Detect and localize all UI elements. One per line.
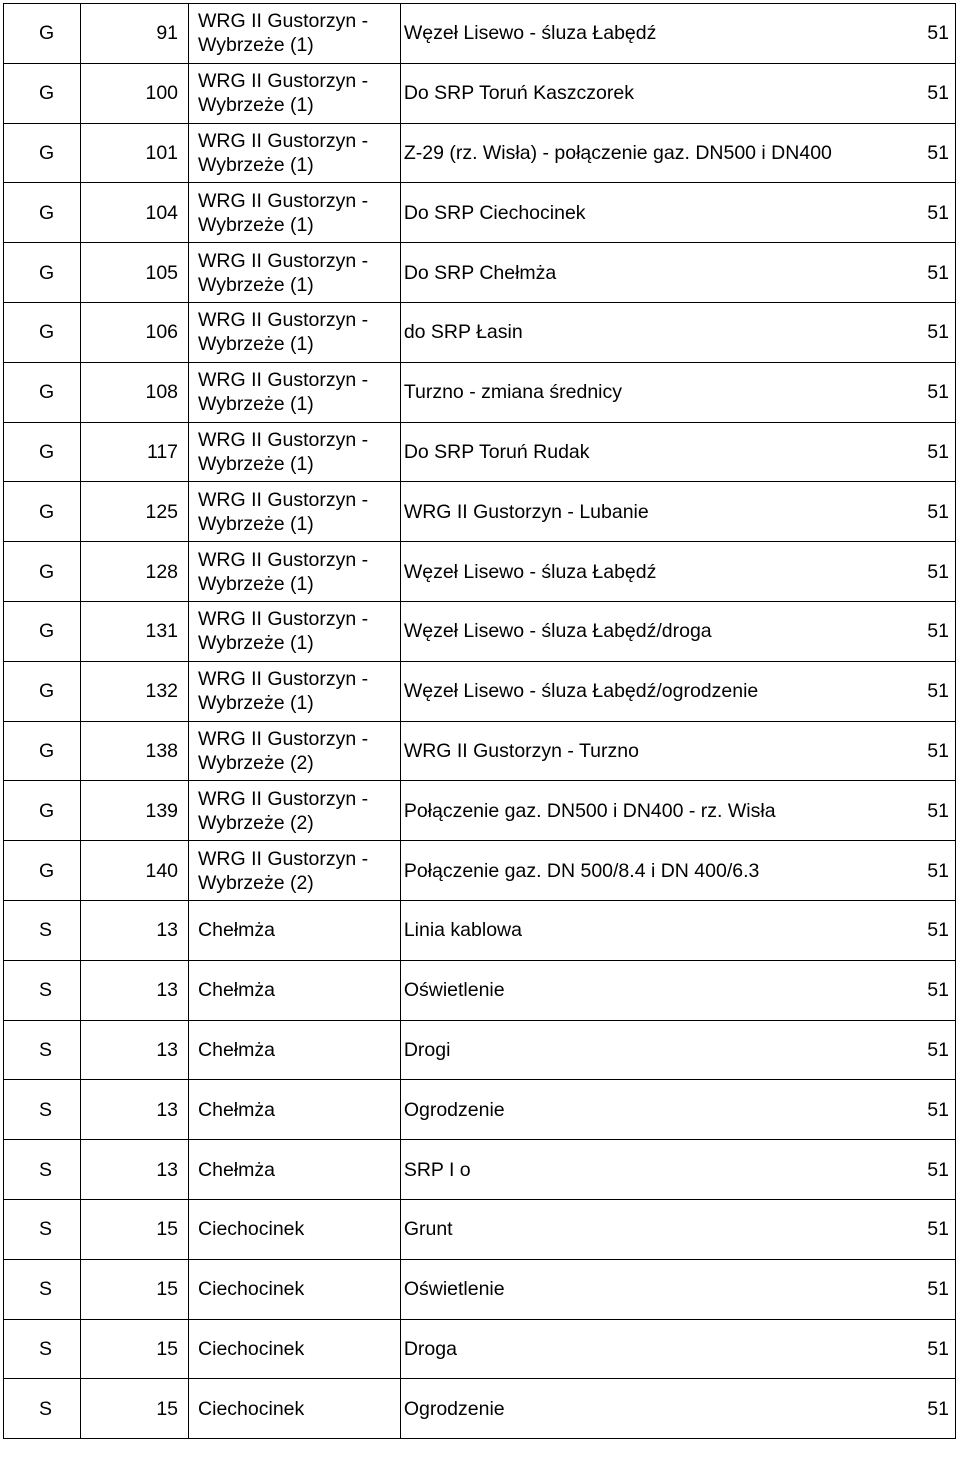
row-code: 51: [927, 1158, 949, 1181]
row-description-cell: [400, 123, 955, 183]
row-number-cell: 106: [81, 302, 189, 362]
row-code: 51: [927, 82, 949, 105]
row-area-cell: WRG II Gustorzyn - Wybrzeże (1): [189, 243, 401, 303]
row-code: 51: [927, 1038, 949, 1061]
description-wrapper: [404, 500, 949, 524]
description-text: Węzeł Lisewo - śluza Łabędź/ogrodzenie: [403, 680, 759, 703]
row-number-cell: 15: [81, 1379, 189, 1439]
row-type-cell: S: [4, 1379, 81, 1439]
description-text: Drogi: [403, 1038, 451, 1061]
table-row: [4, 661, 956, 721]
description-text: Z-29 (rz. Wisła) - połączenie gaz. DN500 i DN400: [403, 141, 832, 164]
row-description-cell: [400, 601, 955, 661]
row-description-cell: [400, 362, 955, 422]
description-wrapper: [404, 918, 949, 942]
row-description-cell: [400, 1080, 955, 1140]
row-description-cell: [400, 661, 955, 721]
row-code: 51: [927, 22, 949, 45]
description-wrapper: [404, 1098, 949, 1122]
table-body: [4, 4, 956, 1439]
description-text: Węzeł Lisewo - śluza Łabędź: [403, 22, 657, 45]
row-type-cell: S: [4, 1020, 81, 1080]
row-area-cell: Ciechocinek: [189, 1319, 401, 1379]
row-number-cell: 138: [81, 721, 189, 781]
description-wrapper: [404, 440, 949, 464]
description-wrapper: [404, 320, 949, 344]
row-number-cell: 100: [81, 63, 189, 123]
row-number-cell: 15: [81, 1319, 189, 1379]
table-row: [4, 601, 956, 661]
row-area-cell: WRG II Gustorzyn - Wybrzeże (2): [189, 721, 401, 781]
row-area-cell: WRG II Gustorzyn - Wybrzeże (2): [189, 841, 401, 901]
table-row: [4, 243, 956, 303]
description-text: Do SRP Toruń Kaszczorek: [403, 82, 634, 105]
description-wrapper: [404, 560, 949, 584]
row-number-cell: 13: [81, 900, 189, 960]
table-row: [4, 781, 956, 841]
row-area-cell: WRG II Gustorzyn - Wybrzeże (1): [189, 123, 401, 183]
row-code: 51: [927, 680, 949, 703]
row-area-cell: Ciechocinek: [189, 1379, 401, 1439]
row-number-cell: 132: [81, 661, 189, 721]
row-number-cell: 15: [81, 1199, 189, 1259]
table-row: [4, 1319, 956, 1379]
description-text: SRP I o: [403, 1158, 471, 1181]
row-type-cell: G: [4, 243, 81, 303]
row-description-cell: [400, 1199, 955, 1259]
description-wrapper: [404, 859, 949, 883]
description-text: Połączenie gaz. DN 500/8.4 i DN 400/6.3: [403, 859, 760, 882]
row-description-cell: [400, 781, 955, 841]
description-wrapper: [404, 201, 949, 225]
row-area-cell: Chełmża: [189, 1080, 401, 1140]
table-row: [4, 960, 956, 1020]
description-wrapper: [404, 1337, 949, 1361]
row-code: 51: [927, 141, 949, 164]
row-number-cell: 117: [81, 422, 189, 482]
row-description-cell: [400, 1379, 955, 1439]
description-wrapper: [404, 1397, 949, 1421]
row-number-cell: 108: [81, 362, 189, 422]
table-row: [4, 422, 956, 482]
description-text: Turzno - zmiana średnicy: [403, 381, 622, 404]
row-type-cell: G: [4, 661, 81, 721]
table-row: [4, 302, 956, 362]
row-type-cell: G: [4, 422, 81, 482]
description-wrapper: [404, 1038, 949, 1062]
row-area-cell: WRG II Gustorzyn - Wybrzeże (1): [189, 661, 401, 721]
row-type-cell: G: [4, 781, 81, 841]
description-text: Droga: [403, 1337, 457, 1360]
row-number-cell: 140: [81, 841, 189, 901]
row-area-cell: WRG II Gustorzyn - Wybrzeże (1): [189, 4, 401, 64]
table-row: [4, 841, 956, 901]
description-text: Oświetlenie: [403, 979, 505, 1002]
row-code: 51: [927, 979, 949, 1002]
row-type-cell: G: [4, 601, 81, 661]
row-code: 51: [927, 440, 949, 463]
description-wrapper: [404, 141, 949, 165]
description-text: Węzeł Lisewo - śluza Łabędź: [403, 560, 657, 583]
table-row: [4, 63, 956, 123]
row-type-cell: S: [4, 960, 81, 1020]
row-type-cell: G: [4, 63, 81, 123]
description-wrapper: [404, 380, 949, 404]
row-description-cell: [400, 1259, 955, 1319]
description-text: WRG II Gustorzyn - Turzno: [403, 739, 639, 762]
row-area-cell: Chełmża: [189, 960, 401, 1020]
row-description-cell: [400, 302, 955, 362]
row-description-cell: [400, 900, 955, 960]
description-wrapper: [404, 619, 949, 643]
row-type-cell: G: [4, 542, 81, 602]
description-text: Linia kablowa: [403, 919, 522, 942]
table-row: [4, 183, 956, 243]
row-number-cell: 91: [81, 4, 189, 64]
row-description-cell: [400, 721, 955, 781]
row-number-cell: 139: [81, 781, 189, 841]
row-area-cell: WRG II Gustorzyn - Wybrzeże (1): [189, 183, 401, 243]
table-row: [4, 362, 956, 422]
row-number-cell: 131: [81, 601, 189, 661]
description-wrapper: [404, 739, 949, 763]
row-type-cell: S: [4, 900, 81, 960]
table-row: [4, 1199, 956, 1259]
table-row: [4, 1259, 956, 1319]
row-description-cell: [400, 542, 955, 602]
row-code: 51: [927, 201, 949, 224]
row-number-cell: 101: [81, 123, 189, 183]
description-text: Ogrodzenie: [403, 1397, 505, 1420]
description-wrapper: [404, 1217, 949, 1241]
row-number-cell: 13: [81, 960, 189, 1020]
data-table: [3, 3, 956, 1439]
description-wrapper: [404, 261, 949, 285]
row-area-cell: WRG II Gustorzyn - Wybrzeże (1): [189, 482, 401, 542]
description-text: Do SRP Toruń Rudak: [403, 440, 590, 463]
row-area-cell: WRG II Gustorzyn - Wybrzeże (1): [189, 362, 401, 422]
description-wrapper: [404, 978, 949, 1002]
row-code: 51: [927, 1098, 949, 1121]
table-row: [4, 1020, 956, 1080]
description-text: Do SRP Chełmża: [403, 261, 557, 284]
row-description-cell: [400, 482, 955, 542]
row-code: 51: [927, 1278, 949, 1301]
row-code: 51: [927, 1218, 949, 1241]
row-area-cell: Chełmża: [189, 1020, 401, 1080]
row-code: 51: [927, 1337, 949, 1360]
row-area-cell: Chełmża: [189, 900, 401, 960]
row-area-cell: Ciechocinek: [189, 1199, 401, 1259]
row-number-cell: 104: [81, 183, 189, 243]
row-type-cell: G: [4, 362, 81, 422]
row-code: 51: [927, 261, 949, 284]
row-code: 51: [927, 620, 949, 643]
description-wrapper: [404, 81, 949, 105]
description-text: Ogrodzenie: [403, 1098, 505, 1121]
row-type-cell: S: [4, 1140, 81, 1200]
description-wrapper: [404, 1158, 949, 1182]
description-text: Węzeł Lisewo - śluza Łabędź/droga: [403, 620, 712, 643]
row-area-cell: WRG II Gustorzyn - Wybrzeże (1): [189, 422, 401, 482]
description-wrapper: [404, 21, 949, 45]
description-text: WRG II Gustorzyn - Lubanie: [403, 500, 649, 523]
description-wrapper: [404, 799, 949, 823]
row-code: 51: [927, 919, 949, 942]
row-type-cell: G: [4, 841, 81, 901]
row-code: 51: [927, 1397, 949, 1420]
description-text: Połączenie gaz. DN500 i DN400 - rz. Wisła: [403, 799, 776, 822]
row-type-cell: G: [4, 721, 81, 781]
description-text: do SRP Łasin: [403, 321, 523, 344]
description-wrapper: [404, 679, 949, 703]
row-type-cell: S: [4, 1319, 81, 1379]
row-area-cell: WRG II Gustorzyn - Wybrzeże (1): [189, 302, 401, 362]
table-row: [4, 900, 956, 960]
table-row: [4, 1379, 956, 1439]
row-description-cell: [400, 63, 955, 123]
table-row: [4, 1140, 956, 1200]
row-code: 51: [927, 739, 949, 762]
row-type-cell: S: [4, 1199, 81, 1259]
row-number-cell: 128: [81, 542, 189, 602]
row-code: 51: [927, 321, 949, 344]
row-number-cell: 15: [81, 1259, 189, 1319]
row-description-cell: [400, 1140, 955, 1200]
row-description-cell: [400, 1319, 955, 1379]
row-type-cell: G: [4, 123, 81, 183]
row-description-cell: [400, 960, 955, 1020]
table-row: [4, 1080, 956, 1140]
row-description-cell: [400, 4, 955, 64]
row-area-cell: WRG II Gustorzyn - Wybrzeże (1): [189, 601, 401, 661]
row-type-cell: G: [4, 302, 81, 362]
table-row: [4, 4, 956, 64]
row-type-cell: G: [4, 183, 81, 243]
row-type-cell: S: [4, 1080, 81, 1140]
row-number-cell: 13: [81, 1080, 189, 1140]
row-description-cell: [400, 841, 955, 901]
row-area-cell: Ciechocinek: [189, 1259, 401, 1319]
row-area-cell: Chełmża: [189, 1140, 401, 1200]
row-type-cell: G: [4, 482, 81, 542]
row-description-cell: [400, 183, 955, 243]
description-text: Oświetlenie: [403, 1278, 505, 1301]
description-text: Grunt: [403, 1218, 453, 1241]
row-code: 51: [927, 859, 949, 882]
row-number-cell: 13: [81, 1140, 189, 1200]
row-type-cell: S: [4, 1259, 81, 1319]
row-type-cell: G: [4, 4, 81, 64]
row-code: 51: [927, 500, 949, 523]
row-code: 51: [927, 799, 949, 822]
row-description-cell: [400, 422, 955, 482]
table-row: [4, 542, 956, 602]
row-description-cell: [400, 243, 955, 303]
row-number-cell: 125: [81, 482, 189, 542]
table-row: [4, 123, 956, 183]
row-area-cell: WRG II Gustorzyn - Wybrzeże (1): [189, 63, 401, 123]
row-number-cell: 13: [81, 1020, 189, 1080]
description-text: Do SRP Ciechocinek: [403, 201, 586, 224]
row-code: 51: [927, 560, 949, 583]
description-wrapper: [404, 1277, 949, 1301]
row-area-cell: WRG II Gustorzyn - Wybrzeże (1): [189, 542, 401, 602]
row-code: 51: [927, 381, 949, 404]
row-description-cell: [400, 1020, 955, 1080]
table-row: [4, 721, 956, 781]
table-row: [4, 482, 956, 542]
row-area-cell: WRG II Gustorzyn - Wybrzeże (2): [189, 781, 401, 841]
row-number-cell: 105: [81, 243, 189, 303]
